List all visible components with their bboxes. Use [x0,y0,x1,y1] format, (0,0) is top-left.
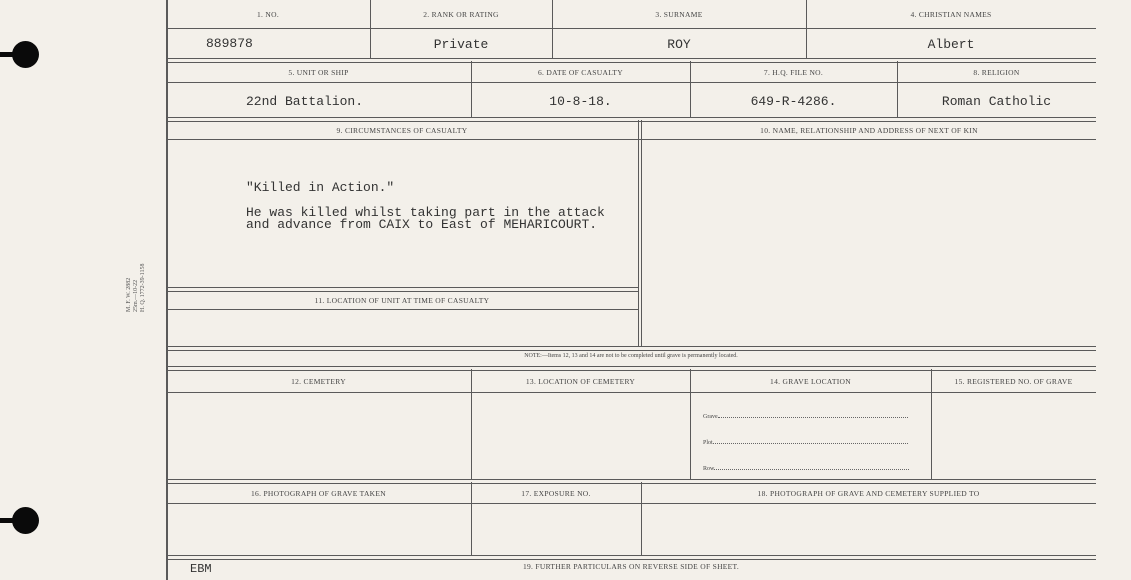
binder-hole-bottom [0,507,40,533]
label-date-casualty: 6. DATE OF CASUALTY [537,68,623,77]
label-religion: 8. RELIGION [973,68,1020,77]
value-hq-file: 649-R-4286. [750,94,837,109]
label-unit: 5. UNIT OR SHIP [288,68,349,77]
binder-hole-top [0,41,40,67]
label-registered-no: 15. REGISTERED NO. OF GRAVE [954,377,1073,386]
label-exposure: 17. EXPOSURE NO. [521,489,591,498]
circumstances-line-3: and advance from CAIX to East of MEHARICOURT. [246,217,598,232]
value-date-casualty: 10-8-18. [549,94,612,109]
label-surname: 3. SURNAME [655,10,703,19]
grave-line: Grave [703,411,908,420]
label-photo-taken: 16. PHOTOGRAPH OF GRAVE TAKEN [251,489,386,498]
label-cemetery-location: 13. LOCATION OF CEMETERY [525,377,636,386]
label-hq-file: 7. H.Q. FILE NO. [763,68,824,77]
plot-line: Plot [703,437,908,446]
value-rank: Private [433,37,489,52]
circumstances-line-2: He was killed whilst taking part in the attack [246,205,605,220]
casualty-card [166,0,1096,580]
label-rank: 2. RANK OR RATING [423,10,499,19]
value-religion: Roman Catholic [941,94,1052,109]
label-further-particulars: 19. FURTHER PARTICULARS ON REVERSE SIDE OF SHEET. [522,562,740,571]
label-next-of-kin: 10. NAME, RELATIONSHIP AND ADDRESS OF NEXT OF KIN [760,126,978,135]
row-line: Row [703,463,909,472]
value-surname: ROY [667,37,691,52]
note-text: NOTE:—Items 12, 13 and 14 are not to be completed until grave is permanently located. [524,353,738,359]
label-no: 1. NO. [256,10,279,19]
label-christian-names: 4. CHRISTIAN NAMES [910,10,992,19]
label-location-unit: 11. LOCATION OF UNIT AT TIME OF CASUALTY [314,296,490,305]
form-print-code: M. F. W. 2882 25m.—10-22 H. Q. 1772-39-1158 [126,263,146,312]
label-grave-location: 14. GRAVE LOCATION [770,377,851,386]
label-circumstances: 9. CIRCUMSTANCES OF CASUALTY [336,126,468,135]
label-cemetery: 12. CEMETERY [291,377,346,386]
clerk-initials: EBM [190,562,212,576]
circumstances-line-1: "Killed in Action." [246,180,395,195]
label-photo-supplied: 18. PHOTOGRAPH OF GRAVE AND CEMETERY SUPPLIED TO [757,489,980,498]
value-christian-names: Albert [927,37,975,52]
value-no: 889878 [206,36,253,51]
value-unit: 22nd Battalion. [246,94,364,109]
